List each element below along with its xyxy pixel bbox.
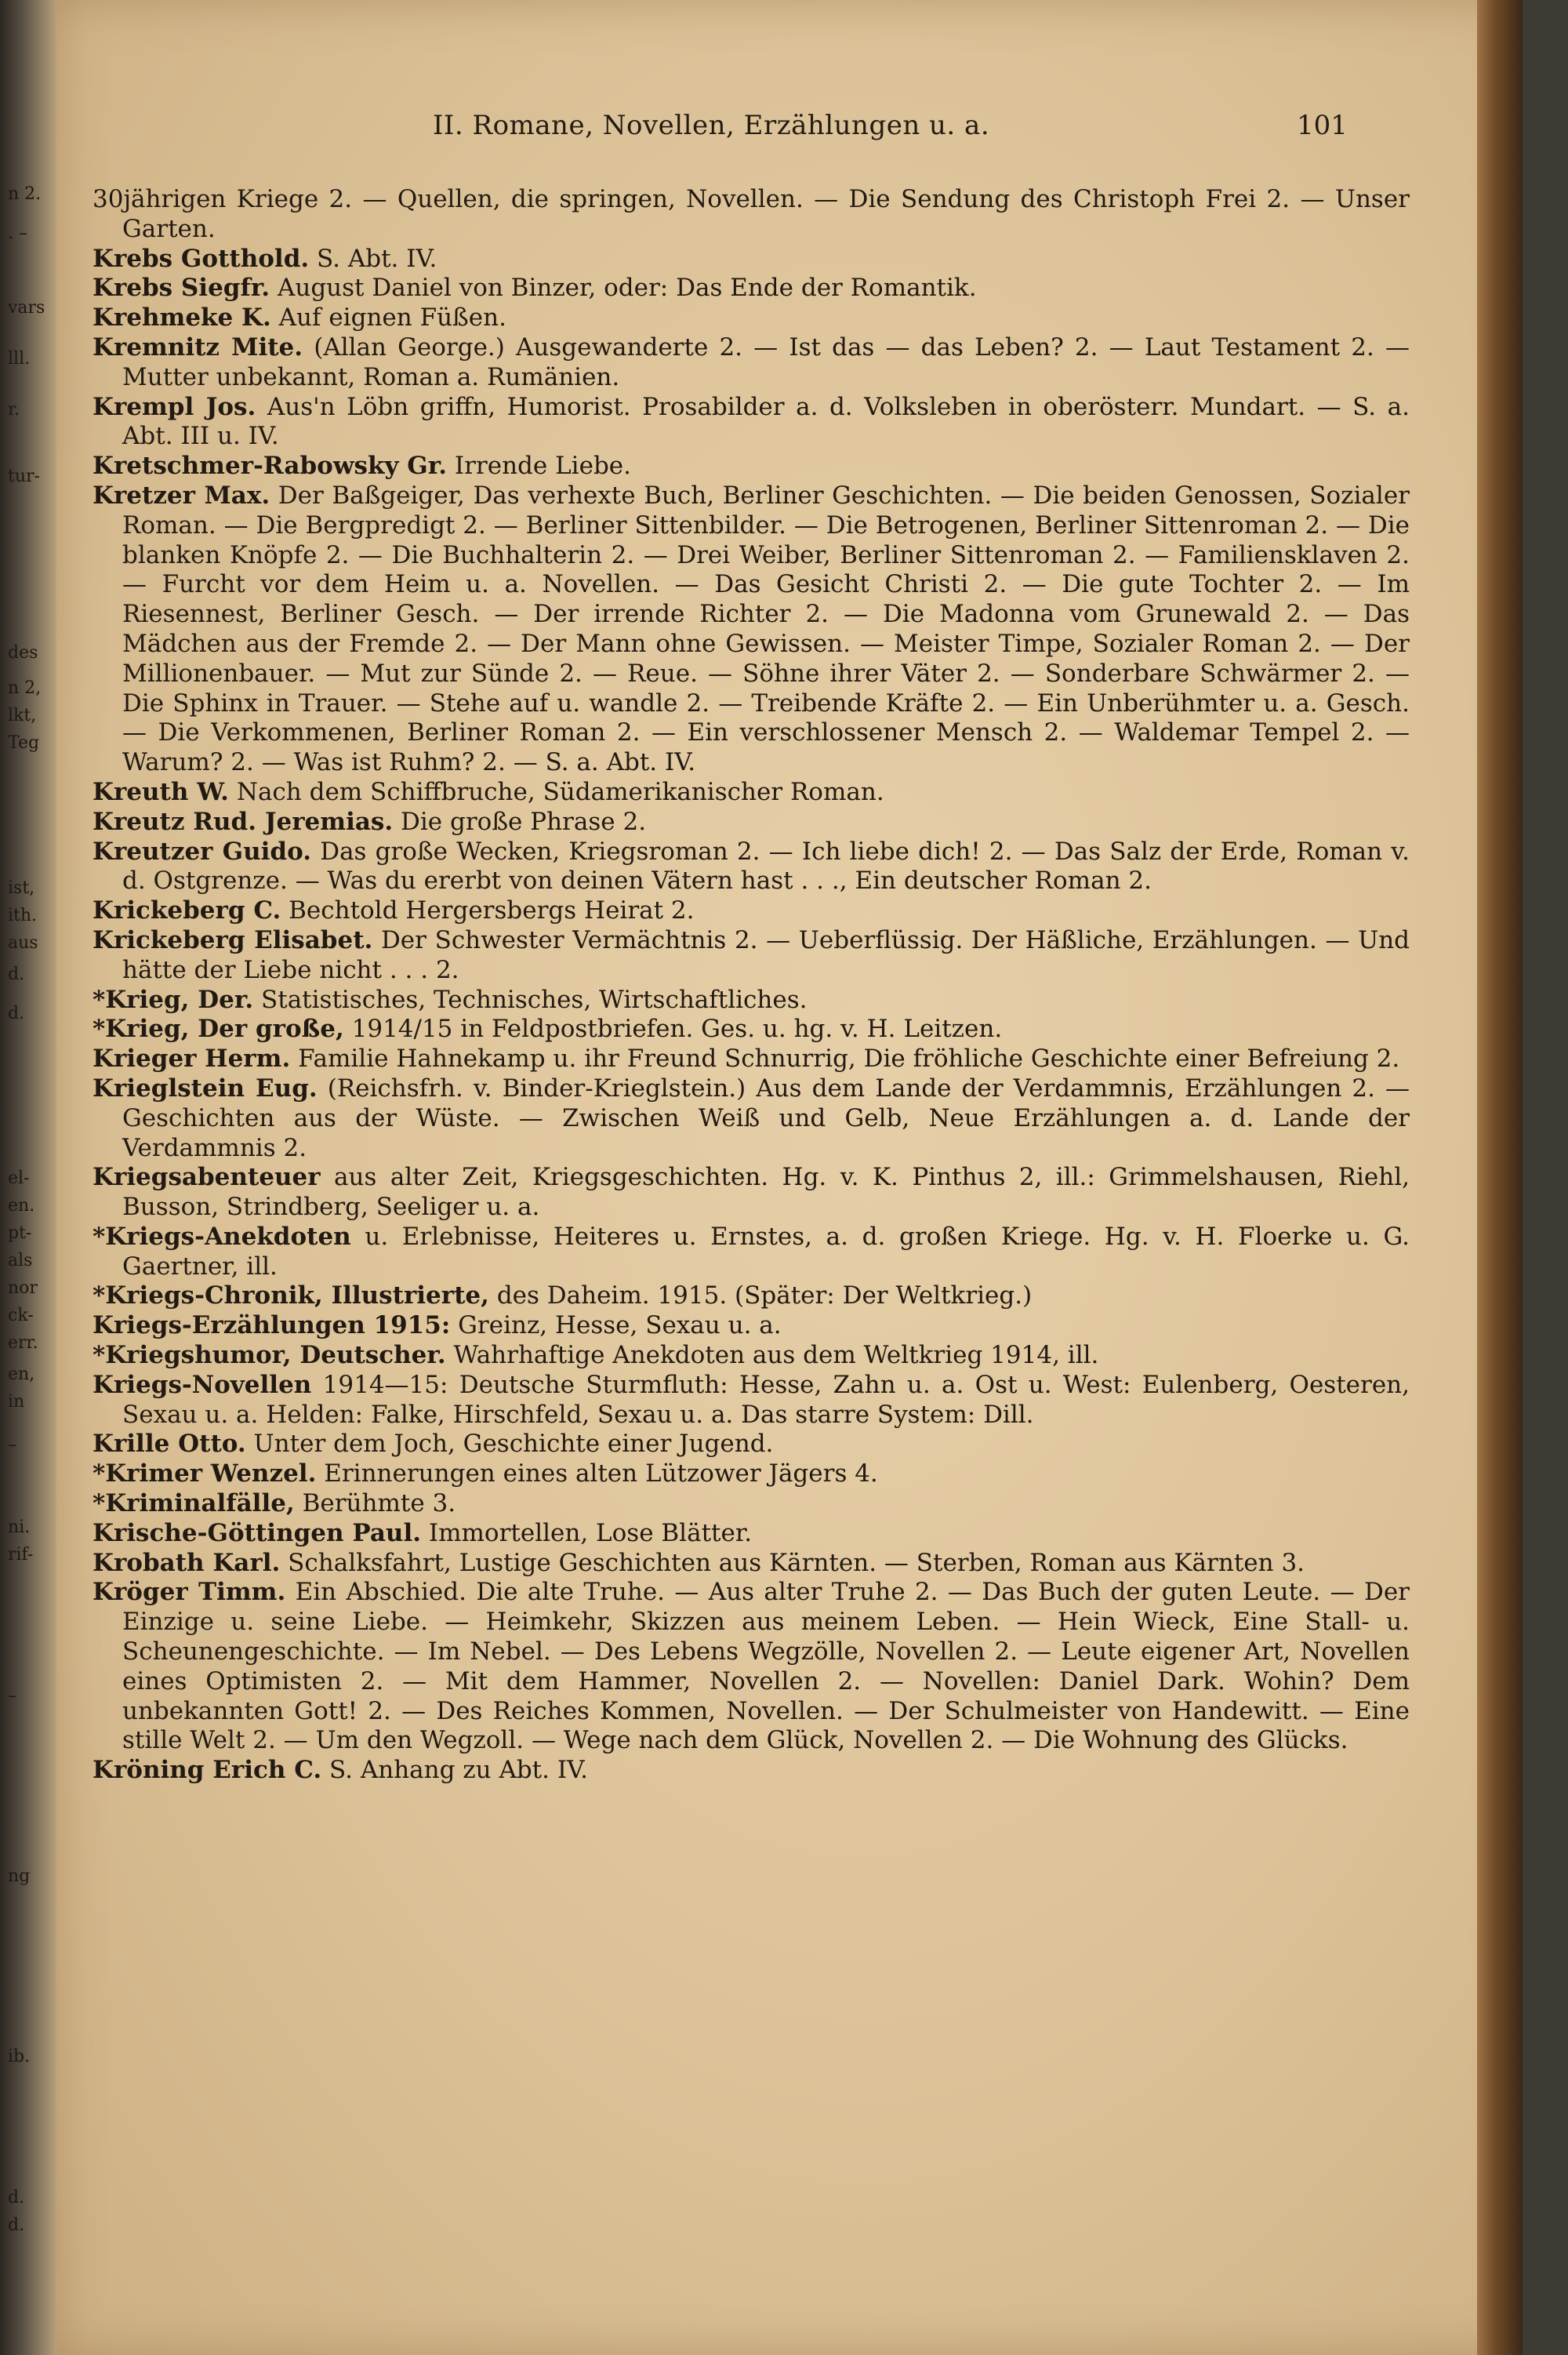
catalog-entry: [93, 1311, 1410, 1341]
entry-titles: Berühmte 3.: [302, 1489, 456, 1518]
catalog-entry: [93, 1045, 1410, 1074]
page-binding-edge: [1477, 0, 1523, 2355]
entry-titles: Irrende Liebe.: [454, 452, 631, 481]
entry-author: Krickeberg Elisabet.: [93, 925, 373, 954]
entry-author: Krebs Siegfr.: [93, 274, 270, 303]
entry-titles: Erinnerungen eines alten Lützower Jägers 4.: [324, 1459, 878, 1488]
margin-fragment: err.: [8, 1333, 38, 1353]
entry-author: *Krimer Wenzel.: [93, 1459, 317, 1488]
entry-titles: Immortellen, Lose Blätter.: [428, 1518, 753, 1547]
margin-fragment: en.: [8, 1196, 35, 1216]
entry-author: Kreuth W.: [93, 777, 229, 806]
entry-list: [93, 185, 1410, 1786]
margin-fragment: . –: [8, 224, 27, 243]
catalog-entry: [93, 1371, 1410, 1430]
entry-titles: Unter dem Joch, Geschichte einer Jugend.: [253, 1430, 774, 1459]
catalog-entry: [93, 1223, 1410, 1282]
margin-fragment: n 2,: [8, 678, 42, 698]
margin-fragment: tur-: [8, 467, 40, 486]
entry-author: *Kriegshumor, Deutscher.: [93, 1341, 446, 1370]
margin-fragment: en,: [8, 1365, 35, 1384]
entry-titles: S. Anhang zu Abt. IV.: [329, 1756, 588, 1785]
catalog-entry: [93, 808, 1410, 838]
entry-author: Kretzer Max.: [93, 481, 270, 510]
entry-author: Kremnitz Mite.: [93, 333, 303, 362]
catalog-entry: [93, 1074, 1410, 1163]
entry-author: Kröning Erich C.: [93, 1756, 322, 1785]
entry-author: Kriegs-Erzählungen 1915:: [93, 1311, 451, 1340]
margin-fragment: vars: [8, 298, 45, 318]
catalog-entry: [93, 303, 1410, 333]
margin-fragment: ib.: [8, 2047, 31, 2066]
entry-titles: Ein Abschied. Die alte Truhe. — Aus alter Truhe 2. — Das Buch der guten Leute. — Der Einzige u. seine Liebe. — Heimkehr, Skizzen aus meinem Leben. — Hein Wieck, Eine Stall- u. Scheunengeschichte. — Im Nebel. — Des Lebens Wegzölle, Novellen 2. — Leute eigener Art, Novellen eines Optimisten 2. — Mit dem Hammer, Novellen 2. — Novellen: Daniel Dark. Wohin? Dem unbekannten Gott! 2. — Des Reiches Kommen, Novellen. — Der Schulmeister von Handewitt. — Eine stille Welt 2. — Um den Wegzoll. — Wege nach dem Glück, Novellen 2. — Die Wohnung des Glücks.: [122, 1578, 1410, 1755]
catalog-entry: [93, 1281, 1410, 1311]
entry-titles: u. Erlebnisse, Heiteres u. Ernstes, a. d. großen Kriege. Hg. v. H. Floerke u. G. Gaertner, ill.: [122, 1222, 1410, 1281]
margin-fragment: r.: [8, 400, 20, 420]
margin-fragment: d.: [8, 1004, 25, 1023]
entry-author: *Kriegs-Anekdoten: [93, 1222, 351, 1251]
entry-titles: Das große Wecken, Kriegsroman 2. — Ich liebe dich! 2. — Das Salz der Erde, Roman v. d. Ostgrenze. — Was du ererbt von deinen Vätern hast . . ., Ein deutscher Roman 2.: [122, 837, 1410, 896]
entry-titles: des Daheim. 1915. (Später: Der Weltkrieg.): [496, 1281, 1033, 1310]
catalog-entry: [93, 1015, 1410, 1045]
margin-fragment: d.: [8, 965, 25, 984]
entry-author: Kreutz Rud. Jeremias.: [93, 807, 394, 836]
entry-author: Krickeberg C.: [93, 896, 281, 925]
entry-titles: Der Baßgeiger, Das verhexte Buch, Berliner Geschichten. — Die beiden Genossen, Sozialer Roman. — Die Bergpredigt 2. — Berliner Sittenbilder. — Die Betrogenen, Berliner Sittenroman 2. — Die blanken Knöpfe 2. — Die Buchhalterin 2. — Drei Weiber, Berliner Sittenroman 2. — Familiensklaven 2. — Furcht vor dem Heim u. a. Novellen. — Das Gesicht Christi 2. — Die gute Tochter 2. — Im Riesennest, Berliner Gesch. — Der irrende Richter 2. — Die Madonna vom Grunewald 2. — Das Mädchen aus der Fremde 2. — Der Mann ohne Gewissen. — Meister Timpe, Sozialer Roman 2. — Der Millionenbauer. — Mut zur Sünde 2. — Reue. — Söhne ihrer Väter 2. — Sonderbare Schwärmer 2. — Die Sphinx in Trauer. — Stehe auf u. wandle 2. — Treibende Kräfte 2. — Ein Unberühmter u. a. Gesch. — Die Verkommenen, Berliner Roman 2. — Ein verschlossener Mensch 2. — Waldemar Tempel 2. — Warum? 2. — Was ist Ruhm? 2. — S. a. Abt. IV.: [122, 481, 1410, 777]
margin-fragment: des: [8, 643, 38, 663]
entry-author: Kriegsabenteuer: [93, 1163, 321, 1192]
entry-author: *Kriegs-Chronik, Illustrierte,: [93, 1281, 489, 1310]
entry-titles: (Allan George.) Ausgewanderte 2. — Ist das — das Leben? 2. — Laut Testament 2. — Mutter unbekannt, Roman a. Rumänien.: [122, 333, 1410, 391]
entry-author: *Kriminalfälle,: [93, 1489, 295, 1518]
running-head: II. Romane, Novellen, Erzählungen u. a.: [433, 110, 990, 141]
entry-author: *Krieg, Der große,: [93, 1015, 344, 1044]
catalog-entry: [93, 1549, 1410, 1579]
catalog-entry: [93, 1489, 1410, 1519]
entry-author: Krische-Göttingen Paul.: [93, 1518, 422, 1547]
catalog-entry: [93, 393, 1410, 452]
book-page: [56, 0, 1523, 2355]
margin-fragment: ck-: [8, 1306, 34, 1325]
catalog-entry: [93, 896, 1410, 926]
catalog-entry: [93, 1430, 1410, 1459]
entry-titles: Greinz, Hesse, Sexau u. a.: [458, 1311, 782, 1340]
entry-author: Kreutzer Guido.: [93, 837, 312, 866]
entry-titles: Aus'n Löbn griffn, Humorist. Prosabilder a. d. Volksleben in oberösterr. Mundart. — S. a. Abt. III u. IV.: [122, 392, 1410, 451]
margin-fragment: n 2.: [8, 184, 42, 204]
margin-fragment: ith.: [8, 906, 38, 925]
entry-author: Krieger Herm.: [93, 1045, 291, 1074]
catalog-entry: [93, 1341, 1410, 1371]
catalog-entry: [93, 185, 1410, 245]
entry-author: Krieglstein Eug.: [93, 1074, 318, 1103]
entry-titles: (Reichsfrh. v. Binder-Krieglstein.) Aus dem Lande der Verdammnis, Erzählungen 2. — Geschichten aus der Wüste. — Zwischen Weiß und Gelb, Neue Erzählungen a. d. Lande der Verdammnis 2.: [122, 1074, 1410, 1162]
catalog-entry: [93, 778, 1410, 808]
entry-titles: Nach dem Schiffbruche, Südamerikanischer Roman.: [236, 777, 884, 806]
entry-author: Krehmeke K.: [93, 303, 271, 333]
catalog-entry: [93, 452, 1410, 482]
entry-titles: aus alter Zeit, Kriegsgeschichten. Hg. v. K. Pinthus 2, ill.: Grimmelshausen, Riehl, Busson, Strindberg, Seeliger u. a.: [122, 1163, 1410, 1222]
entry-author: *Krieg, Der.: [93, 985, 254, 1014]
entry-author: Krempl Jos.: [93, 392, 256, 421]
margin-fragment: lll.: [8, 349, 31, 369]
catalog-entry: [93, 245, 1410, 274]
entry-titles: Familie Hahnekamp u. ihr Freund Schnurrig, Die fröhliche Geschichte einer Befreiung 2.: [298, 1045, 1400, 1074]
entry-titles: Wahrhaftige Anekdoten aus dem Weltkrieg 1914, ill.: [453, 1341, 1099, 1370]
margin-fragment: in: [8, 1392, 25, 1412]
page-number: 101: [1297, 110, 1348, 141]
entry-author: Kröger Timm.: [93, 1578, 286, 1607]
entry-author: Kriegs-Novellen: [93, 1370, 312, 1399]
margin-fragment: lkt,: [8, 706, 37, 725]
catalog-entry: [93, 333, 1410, 393]
margin-fragment: nor: [8, 1278, 38, 1298]
catalog-entry: [93, 482, 1410, 778]
entry-author: Krebs Gotthold.: [93, 244, 310, 273]
entry-titles: 1914—15: Deutsche Sturmfluth: Hesse, Zahn u. a. Ost u. West: Eulenberg, Oesteren, Sexau u. a. Helden: Falke, Hirschfeld, Sexau u. a. Das starre System: Dill.: [122, 1370, 1410, 1429]
margin-fragment: pt-: [8, 1223, 32, 1243]
entry-author: Kretschmer-Rabowsky Gr.: [93, 452, 447, 481]
entry-titles: S. Abt. IV.: [317, 244, 437, 273]
previous-page-margin: [0, 157, 55, 2274]
margin-fragment: –: [8, 1435, 16, 1455]
entry-titles: Auf eignen Füßen.: [278, 303, 506, 333]
margin-fragment: Teg: [8, 733, 40, 753]
margin-fragment: el-: [8, 1168, 30, 1188]
catalog-entry: [93, 1578, 1410, 1756]
catalog-entry: [93, 838, 1410, 897]
entry-titles: 1914/15 in Feldpostbriefen. Ges. u. hg. v. H. Leitzen.: [351, 1015, 1003, 1044]
margin-fragment: aus: [8, 933, 38, 953]
entry-author: Krobath Karl.: [93, 1548, 281, 1577]
catalog-entry: [93, 986, 1410, 1016]
entry-author: Krille Otto.: [93, 1430, 246, 1459]
entry-titles: Die große Phrase 2.: [401, 807, 647, 836]
catalog-entry: [93, 1163, 1410, 1223]
entry-titles: Der Schwester Vermächtnis 2. — Ueberflüssig. Der Häßliche, Erzählungen. — Und hätte der Liebe nicht . . . 2.: [122, 925, 1410, 984]
margin-fragment: rif-: [8, 1545, 34, 1565]
catalog-entry: [93, 926, 1410, 986]
margin-fragment: ni.: [8, 1517, 31, 1537]
entry-titles: Schalksfahrt, Lustige Geschichten aus Kärnten. — Sterben, Roman aus Kärnten 3.: [288, 1548, 1305, 1577]
margin-fragment: –: [8, 1686, 16, 1706]
catalog-entry: [93, 1519, 1410, 1549]
catalog-entry: [93, 1459, 1410, 1489]
margin-fragment: ist,: [8, 878, 35, 898]
margin-fragment: d.: [8, 2188, 25, 2208]
catalog-entry: [93, 1756, 1410, 1786]
entry-titles: Bechtold Hergersbergs Heirat 2.: [289, 896, 695, 925]
entry-titles: August Daniel von Binzer, oder: Das Ende der Romantik.: [277, 274, 977, 303]
margin-fragment: d.: [8, 2215, 25, 2235]
entry-titles: Statistisches, Technisches, Wirtschaftliches.: [261, 985, 808, 1014]
catalog-entry: [93, 274, 1410, 303]
entry-titles: 30jährigen Kriege 2. — Quellen, die springen, Novellen. — Die Sendung des Christoph Frei 2. — Unser Garten.: [93, 185, 1410, 243]
margin-fragment: ng: [8, 1866, 31, 1886]
margin-fragment: als: [8, 1251, 33, 1270]
